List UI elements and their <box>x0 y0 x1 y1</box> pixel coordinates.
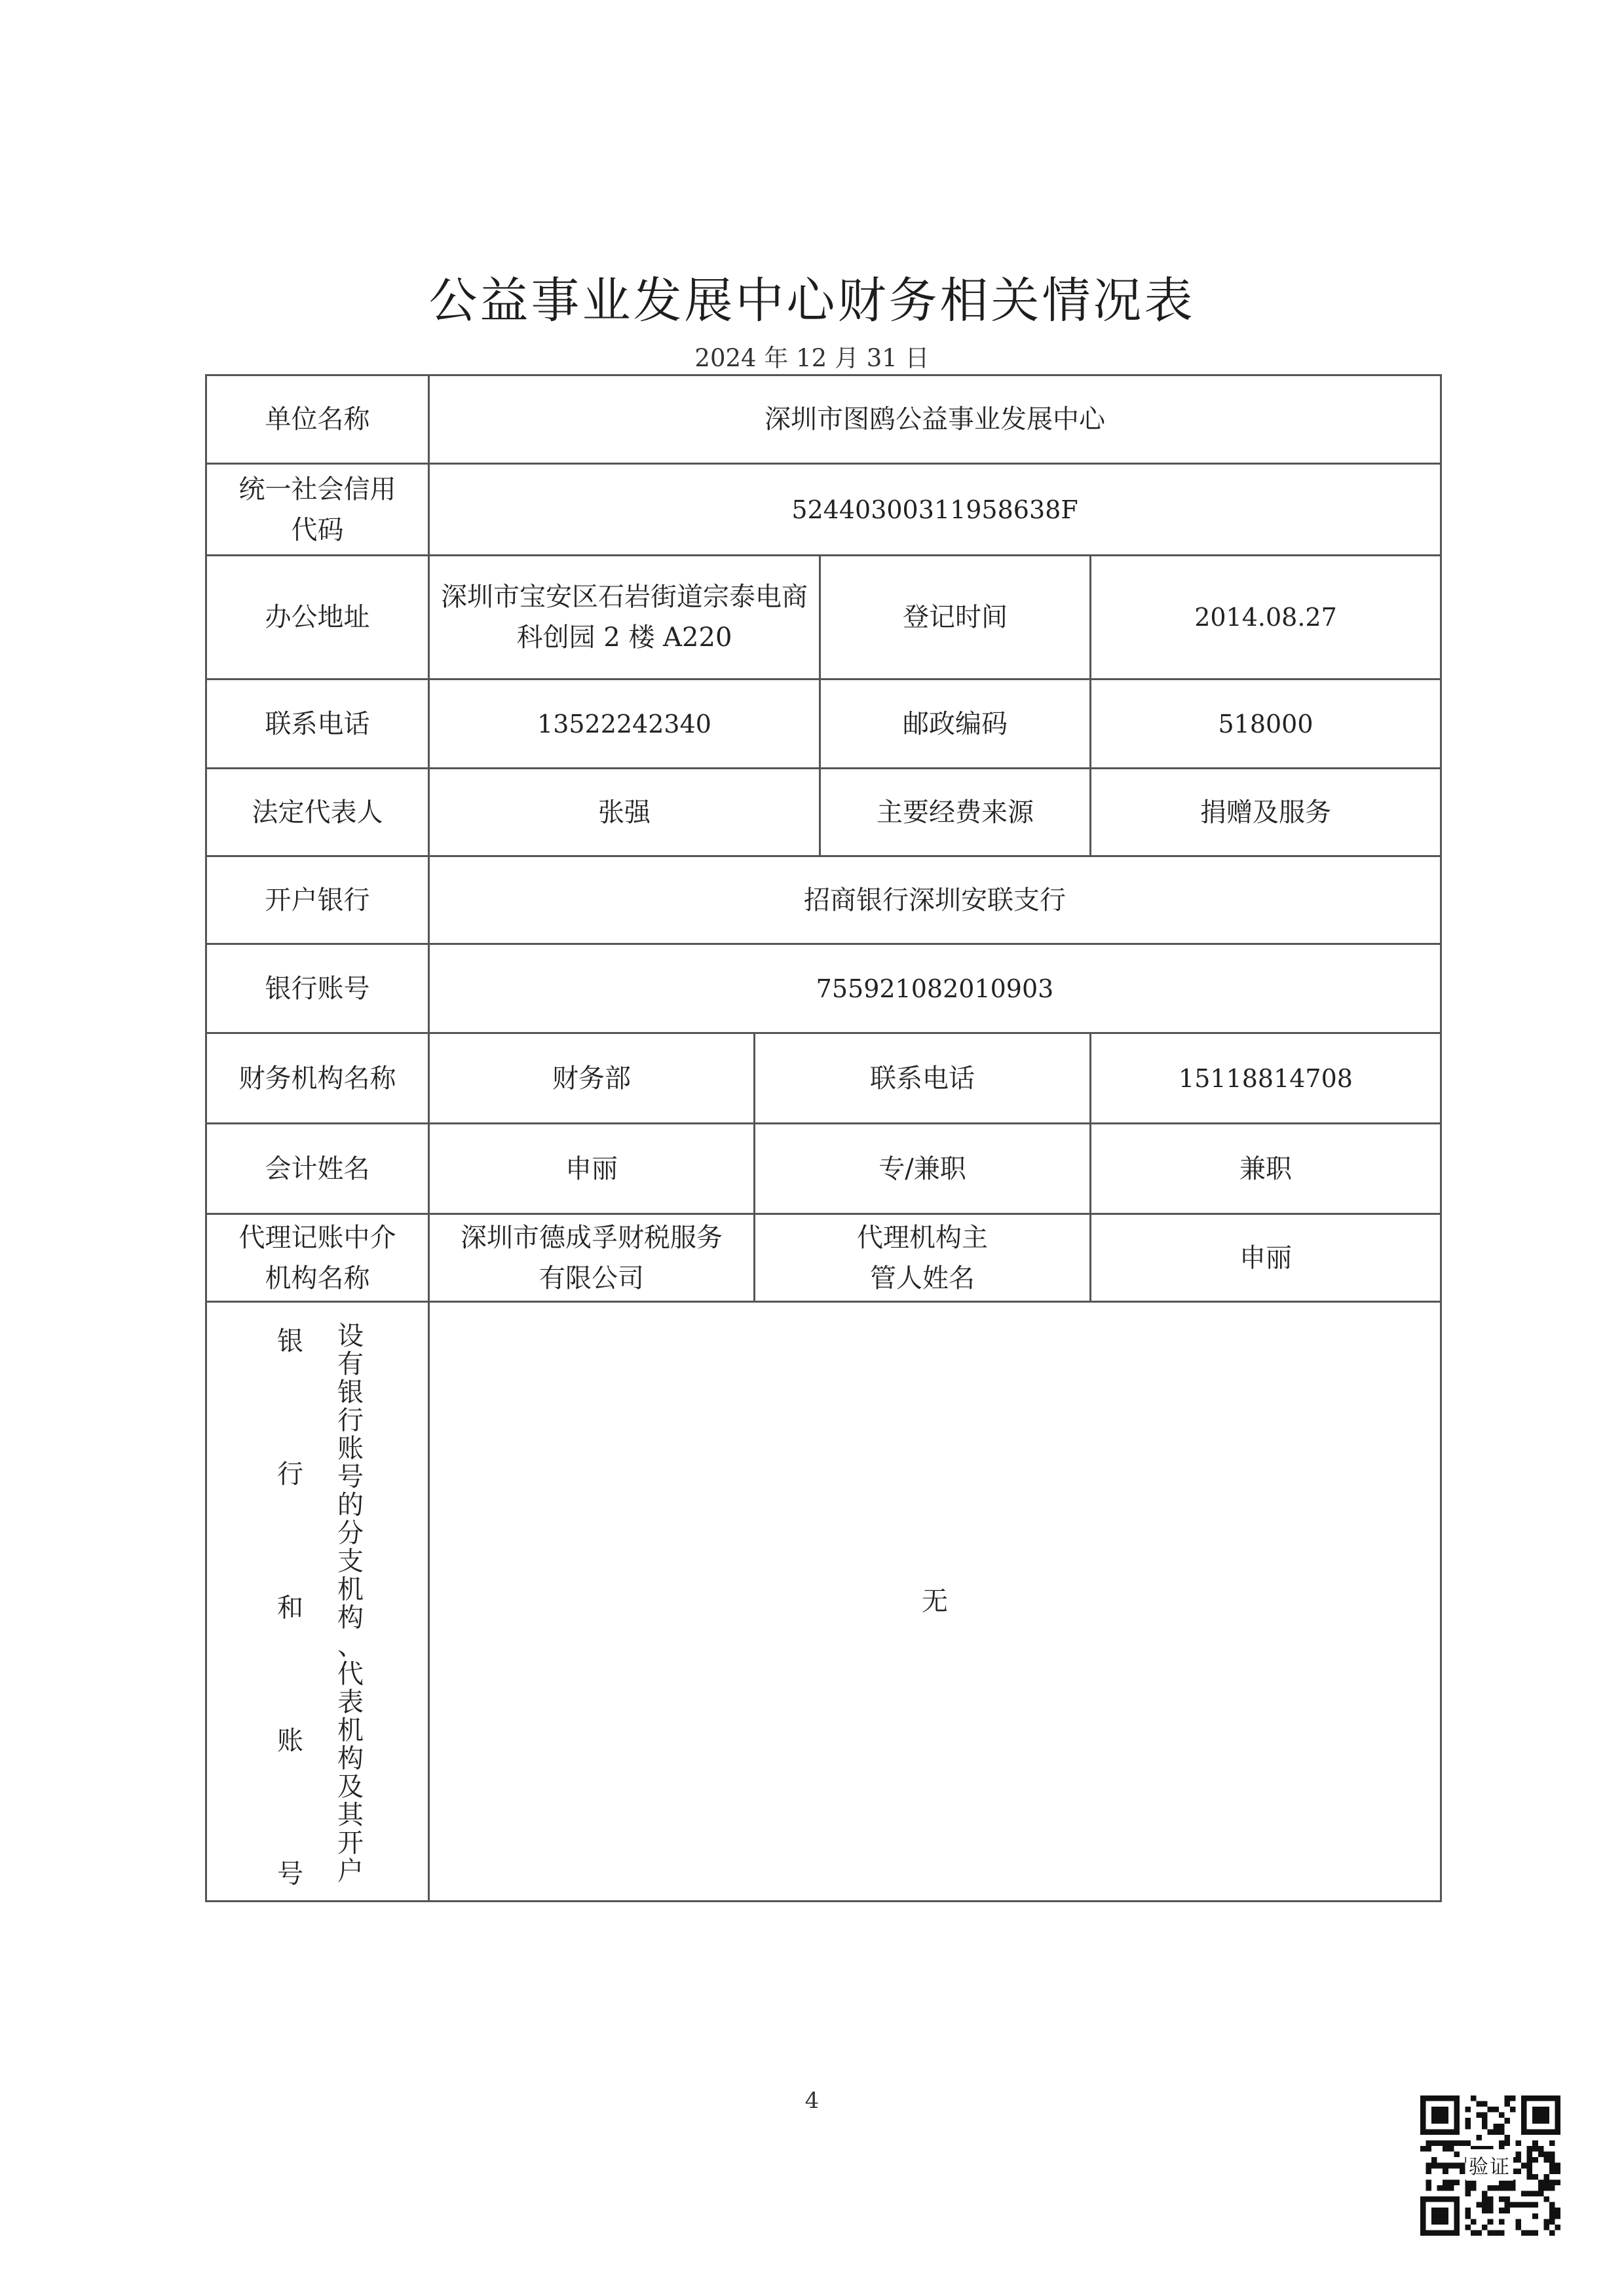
postcode-label: 邮政编码 <box>819 678 1091 769</box>
branch-accounts-label-char: 、 <box>337 1631 364 1661</box>
branch-accounts-label-char: 户 <box>337 1856 364 1886</box>
branch-accounts-label-char: 构 <box>337 1744 364 1774</box>
unit-name-value: 深圳市图鸥公益事业发展中心 <box>428 374 1442 465</box>
branch-accounts-label-char: 机 <box>337 1575 364 1605</box>
fulltime-value: 兼职 <box>1089 1122 1442 1215</box>
branch-accounts-label-char: 分 <box>337 1518 364 1548</box>
postcode-value: 518000 <box>1089 678 1442 769</box>
branch-accounts-label-char: 开 <box>337 1828 364 1858</box>
bank-accounts-label <box>274 1320 307 1890</box>
branch-accounts-label-char: 设 <box>337 1321 364 1351</box>
branch-accounts-label-char: 机 <box>337 1715 364 1746</box>
bank-accounts-label-char: 行 <box>277 1459 303 1490</box>
bank-value: 招商银行深圳安联支行 <box>428 855 1442 945</box>
page-number: 4 <box>804 2088 820 2114</box>
funding-source-value: 捐赠及服务 <box>1089 767 1442 857</box>
finance-dept-label: 财务机构名称 <box>205 1032 430 1124</box>
branch-accounts-label-char: 表 <box>337 1687 364 1717</box>
account-value: 755921082010903 <box>428 943 1442 1034</box>
office-address-value: 深圳市宝安区石岩街道宗泰电商科创园 2 楼 A220 <box>428 554 821 680</box>
fulltime-label: 专/兼职 <box>753 1122 1091 1215</box>
branch-accounts-label-char: 账 <box>337 1434 364 1464</box>
bank-accounts-label-char: 和 <box>277 1592 303 1623</box>
registration-time-value: 2014.08.27 <box>1089 554 1442 680</box>
funding-source-label: 主要经费来源 <box>819 767 1091 857</box>
branch-accounts-label-char: 银 <box>337 1377 364 1407</box>
branch-accounts-label-char: 行 <box>337 1406 364 1436</box>
finance-phone-value: 15118814708 <box>1089 1032 1442 1124</box>
bank-accounts-label-char: 银 <box>277 1326 303 1356</box>
branch-accounts-label-char: 支 <box>337 1546 364 1577</box>
branch-accounts-label-char: 号 <box>337 1462 364 1492</box>
branch-accounts-label-char: 的 <box>337 1490 364 1520</box>
credit-code-label: 统一社会信用代码 <box>205 463 430 556</box>
bank-accounts-label-char: 号 <box>277 1859 303 1889</box>
phone-label: 联系电话 <box>205 678 430 769</box>
account-label: 银行账号 <box>205 943 430 1034</box>
document-date: 2024 年 12 月 31 日 <box>694 344 930 372</box>
office-address-label: 办公地址 <box>205 554 430 680</box>
finance-phone-label: 联系电话 <box>753 1032 1091 1124</box>
finance-dept-value: 财务部 <box>428 1032 755 1124</box>
legal-rep-value: 张强 <box>428 767 821 857</box>
branch-accounts-label-char: 其 <box>337 1800 364 1830</box>
branch-accounts-value: 无 <box>428 1301 1442 1902</box>
document-title: 公益事业发展中心财务相关情况表 <box>428 273 1196 329</box>
phone-value: 13522242340 <box>428 678 821 769</box>
unit-name-label: 单位名称 <box>205 374 430 465</box>
accountant-label: 会计姓名 <box>205 1122 430 1215</box>
credit-code-value: 52440300311958638F <box>428 463 1442 556</box>
bank-accounts-label-cell <box>205 1301 430 1902</box>
branch-accounts-label-char: 及 <box>337 1772 364 1802</box>
branch-accounts-label-char: 代 <box>337 1659 364 1689</box>
accountant-value: 申丽 <box>428 1122 755 1215</box>
qr-verify-label: 验证 <box>1466 2149 1513 2181</box>
agency-value: 深圳市德成孚财税服务有限公司 <box>428 1213 755 1303</box>
branch-accounts-label-char: 构 <box>337 1603 364 1633</box>
registration-time-label: 登记时间 <box>819 554 1091 680</box>
agency-manager-value: 申丽 <box>1089 1213 1442 1303</box>
branch-accounts-label-char: 有 <box>337 1349 364 1379</box>
bank-accounts-label-char: 账 <box>277 1725 303 1756</box>
branch-accounts-label <box>334 1322 367 1886</box>
bank-label: 开户银行 <box>205 855 430 945</box>
legal-rep-label: 法定代表人 <box>205 767 430 857</box>
agency-manager-label: 代理机构主管人姓名 <box>753 1213 1091 1303</box>
agency-label: 代理记账中介机构名称 <box>205 1213 430 1303</box>
